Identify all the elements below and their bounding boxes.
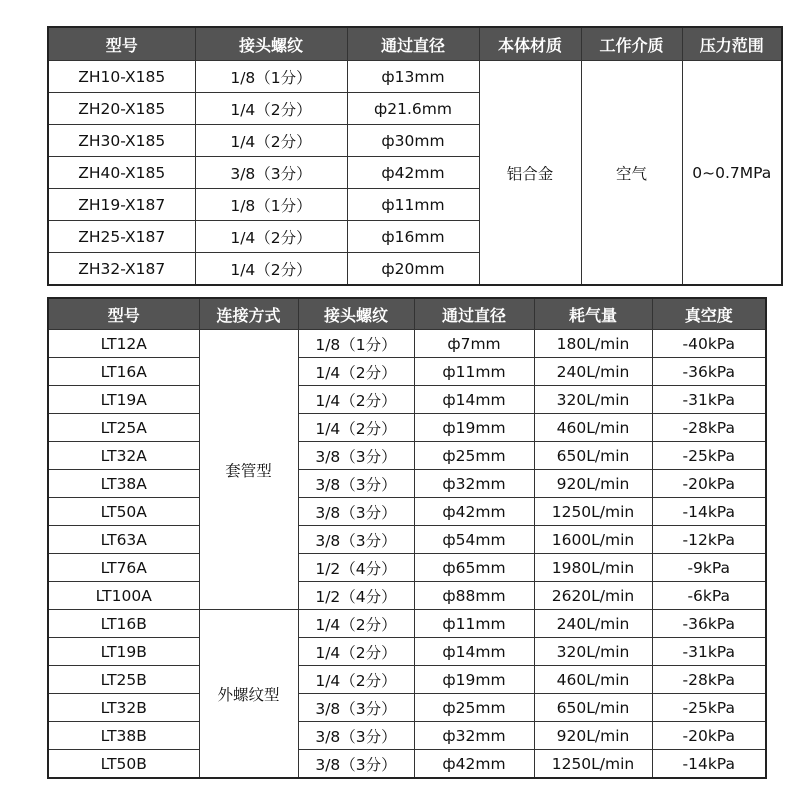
cell-thread: 1/4（2分） (298, 414, 414, 442)
cell-thread: 1/4（2分） (298, 358, 414, 386)
cell-model: LT38B (48, 722, 199, 750)
header-connection: 连接方式 (199, 298, 298, 330)
header-pressure: 压力范围 (682, 27, 782, 61)
cell-diameter: ф42mm (414, 498, 534, 526)
header-row (48, 27, 782, 61)
cell-thread: 3/8（3分） (298, 442, 414, 470)
cell-thread: 3/8（3分） (298, 526, 414, 554)
header-air-consumption: 耗气量 (534, 298, 652, 330)
cell-model: LT63A (48, 526, 199, 554)
table-row (48, 694, 766, 722)
cell-model: LT38A (48, 470, 199, 498)
header-row (48, 298, 766, 330)
header-thread: 接头螺纹 (298, 298, 414, 330)
cell-diameter: ф42mm (347, 157, 479, 189)
spec-table-lt (47, 297, 767, 779)
table-row (48, 666, 766, 694)
cell-model: LT25A (48, 414, 199, 442)
cell-air-consumption: 650L/min (534, 442, 652, 470)
cell-air-consumption: 460L/min (534, 666, 652, 694)
spec-table-zh (47, 26, 783, 286)
cell-diameter: ф42mm (414, 750, 534, 779)
cell-model: LT19A (48, 386, 199, 414)
cell-model: LT32B (48, 694, 199, 722)
table-row (48, 498, 766, 526)
cell-vacuum: -28kPa (652, 414, 766, 442)
header-vacuum: 真空度 (652, 298, 766, 330)
cell-model: LT50B (48, 750, 199, 779)
cell-model: LT16A (48, 358, 199, 386)
cell-thread: 3/8（3分） (195, 157, 347, 189)
cell-air-consumption: 920L/min (534, 470, 652, 498)
cell-vacuum: -20kPa (652, 722, 766, 750)
table-row (48, 722, 766, 750)
table-row (48, 526, 766, 554)
header-model: 型号 (48, 298, 199, 330)
header-thread: 接头螺纹 (195, 27, 347, 61)
cell-diameter: ф14mm (414, 638, 534, 666)
header-model: 型号 (48, 27, 195, 61)
cell-thread: 1/4（2分） (195, 93, 347, 125)
header-material: 本体材质 (479, 27, 581, 61)
cell-diameter: ф11mm (414, 610, 534, 638)
cell-model: LT76A (48, 554, 199, 582)
cell-vacuum: -25kPa (652, 442, 766, 470)
cell-model: LT12A (48, 330, 199, 358)
cell-thread: 3/8（3分） (298, 470, 414, 498)
cell-vacuum: -14kPa (652, 750, 766, 779)
cell-air-consumption: 460L/min (534, 414, 652, 442)
cell-air-consumption: 2620L/min (534, 582, 652, 610)
table-row (48, 330, 766, 358)
cell-air-consumption: 1250L/min (534, 750, 652, 779)
cell-air-consumption: 240L/min (534, 610, 652, 638)
cell-medium: 空气 (581, 61, 682, 286)
table-row (48, 582, 766, 610)
cell-model: LT32A (48, 442, 199, 470)
cell-diameter: ф88mm (414, 582, 534, 610)
cell-vacuum: -36kPa (652, 358, 766, 386)
cell-diameter: ф7mm (414, 330, 534, 358)
cell-model: ZH20-X185 (48, 93, 195, 125)
table-row (48, 442, 766, 470)
table-row (48, 470, 766, 498)
cell-diameter: ф54mm (414, 526, 534, 554)
cell-thread: 1/4（2分） (298, 610, 414, 638)
cell-model: LT25B (48, 666, 199, 694)
header-diameter: 通过直径 (414, 298, 534, 330)
cell-material: 铝合金 (479, 61, 581, 286)
table-row (48, 554, 766, 582)
cell-model: LT16B (48, 610, 199, 638)
cell-diameter: ф14mm (414, 386, 534, 414)
cell-thread: 1/4（2分） (195, 221, 347, 253)
cell-model: ZH10-X185 (48, 61, 195, 93)
cell-connection: 套管型 (199, 330, 298, 610)
cell-air-consumption: 1980L/min (534, 554, 652, 582)
cell-model: ZH32-X187 (48, 253, 195, 286)
cell-diameter: ф65mm (414, 554, 534, 582)
cell-diameter: ф32mm (414, 722, 534, 750)
header-diameter: 通过直径 (347, 27, 479, 61)
cell-model: ZH25-X187 (48, 221, 195, 253)
cell-diameter: ф11mm (414, 358, 534, 386)
header-medium: 工作介质 (581, 27, 682, 61)
cell-thread: 1/8（1分） (195, 61, 347, 93)
cell-thread: 1/4（2分） (298, 666, 414, 694)
cell-air-consumption: 920L/min (534, 722, 652, 750)
cell-diameter: ф11mm (347, 189, 479, 221)
table-row (48, 638, 766, 666)
cell-vacuum: -12kPa (652, 526, 766, 554)
table-row (48, 414, 766, 442)
cell-vacuum: -28kPa (652, 666, 766, 694)
cell-air-consumption: 1600L/min (534, 526, 652, 554)
cell-thread: 1/4（2分） (298, 638, 414, 666)
cell-thread: 1/4（2分） (195, 125, 347, 157)
cell-thread: 1/4（2分） (195, 253, 347, 286)
cell-vacuum: -25kPa (652, 694, 766, 722)
cell-vacuum: -20kPa (652, 470, 766, 498)
cell-thread: 3/8（3分） (298, 722, 414, 750)
cell-thread: 1/2（4分） (298, 554, 414, 582)
cell-vacuum: -36kPa (652, 610, 766, 638)
cell-diameter: ф16mm (347, 221, 479, 253)
cell-diameter: ф32mm (414, 470, 534, 498)
table-row (48, 610, 766, 638)
cell-diameter: ф13mm (347, 61, 479, 93)
cell-thread: 3/8（3分） (298, 694, 414, 722)
cell-connection: 外螺纹型 (199, 610, 298, 779)
cell-thread: 3/8（3分） (298, 498, 414, 526)
cell-air-consumption: 180L/min (534, 330, 652, 358)
cell-model: ZH19-X187 (48, 189, 195, 221)
cell-thread: 1/8（1分） (298, 330, 414, 358)
cell-model: ZH30-X185 (48, 125, 195, 157)
table-row (48, 750, 766, 779)
table-row (48, 61, 782, 93)
cell-vacuum: -31kPa (652, 386, 766, 414)
cell-vacuum: -9kPa (652, 554, 766, 582)
cell-vacuum: -14kPa (652, 498, 766, 526)
cell-diameter: ф25mm (414, 694, 534, 722)
cell-model: ZH40-X185 (48, 157, 195, 189)
cell-air-consumption: 320L/min (534, 638, 652, 666)
cell-diameter: ф21.6mm (347, 93, 479, 125)
cell-vacuum: -6kPa (652, 582, 766, 610)
cell-diameter: ф25mm (414, 442, 534, 470)
cell-vacuum: -31kPa (652, 638, 766, 666)
cell-air-consumption: 650L/min (534, 694, 652, 722)
cell-diameter: ф19mm (414, 666, 534, 694)
cell-diameter: ф30mm (347, 125, 479, 157)
cell-thread: 3/8（3分） (298, 750, 414, 779)
cell-air-consumption: 240L/min (534, 358, 652, 386)
cell-pressure: 0~0.7MPa (682, 61, 782, 286)
table-row (48, 386, 766, 414)
cell-thread: 1/4（2分） (298, 386, 414, 414)
cell-vacuum: -40kPa (652, 330, 766, 358)
cell-thread: 1/2（4分） (298, 582, 414, 610)
cell-model: LT100A (48, 582, 199, 610)
cell-air-consumption: 320L/min (534, 386, 652, 414)
cell-diameter: ф19mm (414, 414, 534, 442)
table-row (48, 358, 766, 386)
cell-thread: 1/8（1分） (195, 189, 347, 221)
cell-model: LT19B (48, 638, 199, 666)
cell-diameter: ф20mm (347, 253, 479, 286)
cell-model: LT50A (48, 498, 199, 526)
cell-air-consumption: 1250L/min (534, 498, 652, 526)
